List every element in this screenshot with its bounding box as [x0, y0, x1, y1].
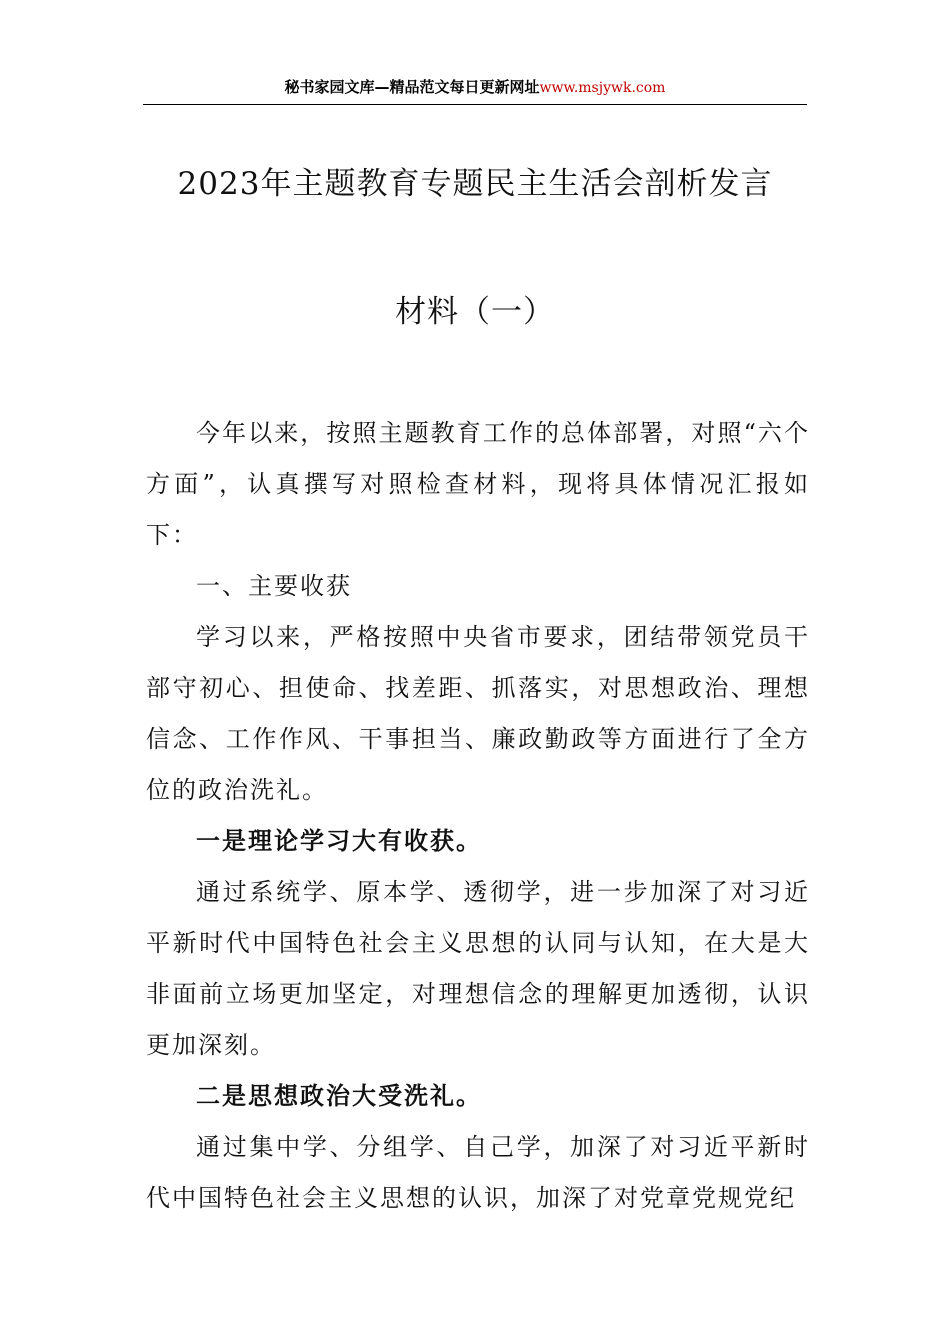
body-paragraph: 学习以来，严格按照中央省市要求，团结带领党员干部守初心、担使命、找差距、抓落实，对思想政治、理想信念、工作作风、干事担当、廉政勤政等方面进行了全方位的政治洗礼。 — [146, 623, 810, 804]
subheading-theory-study: 一是理论学习大有收获。 — [196, 827, 482, 855]
body-paragraph: 通过集中学、分组学、自己学，加深了对习近平新时代中国特色社会主义思想的认识，加深了对党章党规党纪 — [146, 1133, 810, 1212]
body-paragraph: 通过系统学、原本学、透彻学，进一步加深了对习近平新时代中国特色社会主义思想的认同与认知，在大是大非面前立场更加坚定，对理想信念的理解更加透彻，认识更加深刻。 — [146, 878, 810, 1059]
section-heading-main-gains: 一、主要收获 — [196, 572, 352, 600]
header-site-url[interactable]: www.msjywk.com — [539, 80, 666, 96]
intro-paragraph: 今年以来，按照主题教育工作的总体部署，对照“六个方面”，认真撰写对照检查材料，现将具体情况汇报如下： — [146, 419, 810, 549]
document-body — [146, 408, 810, 1224]
subheading-ideological-politics: 二是思想政治大受洗礼。 — [196, 1082, 482, 1110]
document-title-line-2: 材料（一） — [395, 294, 555, 330]
header-site-name: 秘书家园文库—精品范文每日更新网址 — [284, 78, 540, 96]
document-title-line-1: 2023年主题教育专题民主生活会剖析发言 — [177, 166, 773, 202]
page-header — [143, 76, 807, 105]
